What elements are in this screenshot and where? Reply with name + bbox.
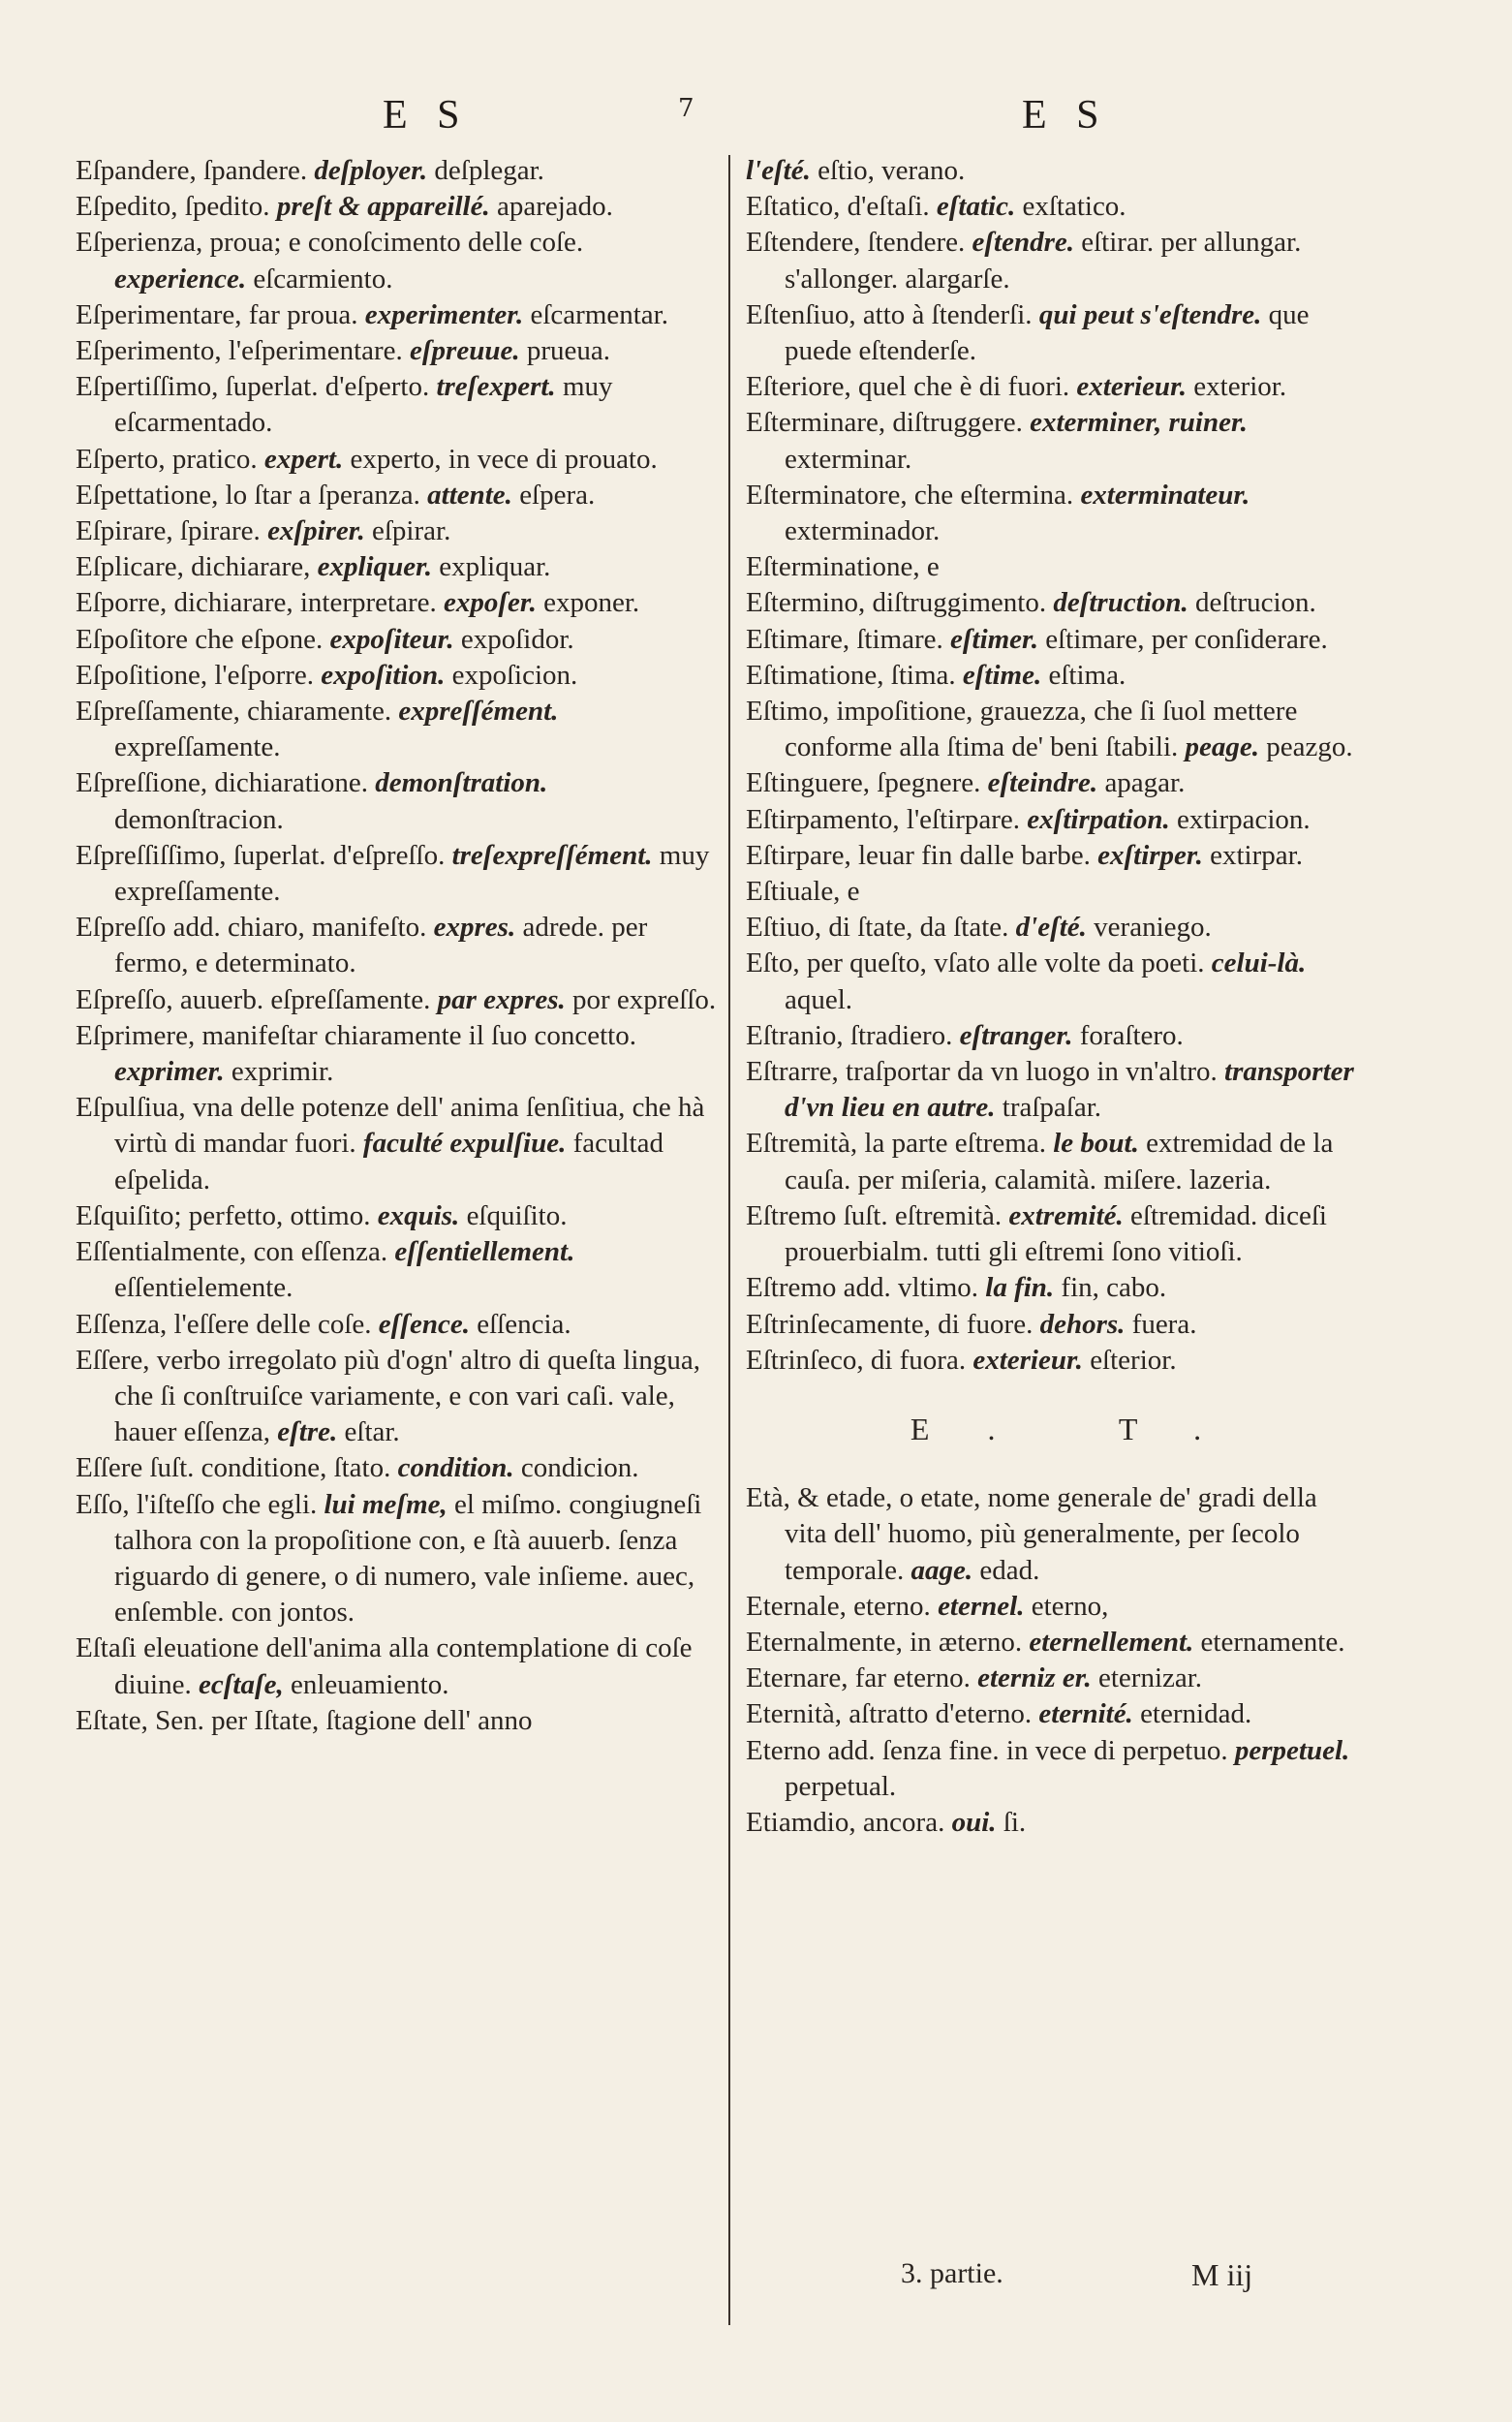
spanish-text: expoſicion. bbox=[451, 659, 578, 691]
spanish-text: expreſſamente. bbox=[114, 731, 281, 763]
italian-text: Eſterminatione, e bbox=[746, 551, 940, 583]
french-text: lui meſme, bbox=[324, 1488, 447, 1520]
french-text: eſtime. bbox=[962, 659, 1042, 691]
dictionary-entry bbox=[76, 622, 720, 658]
spanish-text: aquel. bbox=[785, 983, 853, 1015]
french-text: dehors. bbox=[1039, 1308, 1126, 1340]
dictionary-entry bbox=[746, 478, 1366, 549]
spanish-text: eſtio, verano. bbox=[818, 155, 966, 186]
italian-text: Eſpreſſo add. chiaro, manifeſto. bbox=[76, 912, 427, 944]
spanish-text: extirpar. bbox=[1210, 839, 1303, 871]
french-text: treſexpreſſément. bbox=[451, 839, 653, 871]
french-text: exterminateur. bbox=[1080, 479, 1250, 511]
dictionary-entry bbox=[76, 442, 720, 478]
right-column-et bbox=[746, 1480, 1366, 1841]
spanish-text: eternidad. bbox=[1140, 1698, 1252, 1730]
italian-text: Eſpreſſamente, chiaramente. bbox=[76, 696, 392, 728]
italian-text: Eſtirpamento, l'eſtirpare. bbox=[746, 803, 1021, 835]
spanish-text: experto, in vece di prouato. bbox=[350, 443, 658, 475]
french-text: eſtranger. bbox=[959, 1019, 1073, 1051]
french-text: exſtirpation. bbox=[1027, 803, 1170, 835]
french-text: eternellement. bbox=[1029, 1626, 1194, 1658]
french-text: transporter d'vn lieu en autre. bbox=[785, 1056, 1354, 1124]
dictionary-entry bbox=[746, 1054, 1366, 1126]
italian-text: Eſtermino, diſtruggimento. bbox=[746, 587, 1047, 619]
french-text: expres. bbox=[433, 912, 516, 944]
dictionary-entry bbox=[76, 225, 720, 296]
italian-text: Eſtiuale, e bbox=[746, 876, 860, 908]
dictionary-entry bbox=[76, 1703, 720, 1739]
dictionary-entry bbox=[746, 946, 1366, 1017]
italian-text: Eſpertiſſimo, ſuperlat. d'eſperto. bbox=[76, 371, 430, 403]
french-text: le bout. bbox=[1053, 1128, 1139, 1160]
italian-text: Eſterminatore, che eſtermina. bbox=[746, 479, 1074, 511]
italian-text: Eſtinguere, ſpegnere. bbox=[746, 767, 981, 799]
italian-text: Eſtaſi eleuatione dell'anima alla contemplatione di coſe diuine. bbox=[76, 1632, 693, 1700]
french-text: eſſence. bbox=[378, 1308, 470, 1340]
spanish-text: eſquiſito. bbox=[466, 1199, 568, 1231]
italian-text: Eſtremo add. vltimo. bbox=[746, 1272, 979, 1304]
dictionary-entry bbox=[746, 765, 1366, 801]
spanish-text: peazgo. bbox=[1266, 731, 1353, 763]
italian-text: Eſtimo, impoſitione, grauezza, che ſi ſuol mettere conforme alla ſtima de' beni ſtabili. bbox=[746, 696, 1298, 763]
italian-text: Eſpoſitore che eſpone. bbox=[76, 623, 324, 655]
dictionary-entry bbox=[746, 1661, 1366, 1696]
italian-text: Eſpedito, ſpedito. bbox=[76, 191, 270, 223]
french-text: treſexpert. bbox=[436, 371, 556, 403]
french-text: demonſtration. bbox=[375, 767, 548, 799]
spanish-text: traſpaſar. bbox=[1002, 1092, 1102, 1124]
dictionary-entry bbox=[76, 1090, 720, 1198]
dictionary-entry bbox=[746, 405, 1366, 477]
spanish-text: que puede eſtenderſe. bbox=[785, 298, 1310, 367]
dictionary-entry bbox=[746, 1589, 1366, 1625]
italian-text: Eſſere ſuſt. conditione, ſtato. bbox=[76, 1452, 391, 1484]
spanish-text: exterior. bbox=[1193, 371, 1287, 403]
dictionary-entry bbox=[746, 838, 1366, 874]
italian-text: Eſtate, Sen. per Iſtate, ſtagione dell' anno bbox=[76, 1704, 533, 1736]
dictionary-entry bbox=[746, 1198, 1366, 1270]
quire-mark: M iij bbox=[1191, 2257, 1253, 2292]
page-footer bbox=[0, 2257, 1512, 2306]
french-text: par expres. bbox=[437, 983, 566, 1015]
italian-text: Eſtimatione, ſtima. bbox=[746, 659, 956, 691]
spanish-text: adrede. per fermo, e determinato. bbox=[114, 912, 648, 979]
spanish-text: exterminar. bbox=[785, 443, 912, 475]
spanish-text: ſi. bbox=[1003, 1806, 1027, 1838]
signature-mark: 3. partie. bbox=[901, 2257, 1003, 2289]
french-text: faculté expulſiue. bbox=[362, 1128, 567, 1160]
italian-text: Eſſere, verbo irregolato più d'ogn' altro di queſta lingua, che ſi conſtruiſce variamente, e con vari caſi. vale, hauer eſſenza, bbox=[76, 1344, 701, 1448]
dictionary-entry bbox=[746, 1343, 1366, 1379]
spanish-text: perpetual. bbox=[785, 1770, 897, 1802]
dictionary-entry bbox=[76, 478, 720, 513]
spanish-text: condicion. bbox=[520, 1452, 639, 1484]
spanish-text: apagar. bbox=[1104, 767, 1186, 799]
spanish-text: eſcarmiento. bbox=[253, 263, 393, 295]
italian-text: Eſtiuo, di ſtate, da ſtate. bbox=[746, 912, 1009, 944]
spanish-text: foraſtero. bbox=[1079, 1019, 1184, 1051]
italian-text: Etiamdio, ancora. bbox=[746, 1806, 945, 1838]
spanish-text: expoſidor. bbox=[460, 623, 574, 655]
dictionary-entry bbox=[76, 838, 720, 910]
spanish-text: eſpirar. bbox=[372, 515, 451, 547]
french-text: celui-là. bbox=[1211, 947, 1307, 979]
italian-text: Eſpreſſione, dichiaratione. bbox=[76, 767, 368, 799]
running-header bbox=[0, 92, 1512, 150]
french-text: exprimer. bbox=[114, 1056, 225, 1088]
dictionary-entry bbox=[76, 549, 720, 585]
dictionary-entry bbox=[746, 1018, 1366, 1054]
right-column-es bbox=[746, 153, 1366, 1379]
spanish-text: eſſentielemente. bbox=[114, 1272, 293, 1304]
dictionary-entry bbox=[746, 1625, 1366, 1661]
dictionary-entry bbox=[746, 622, 1366, 658]
italian-text: Eſperto, pratico. bbox=[76, 443, 258, 475]
french-text: exterieur. bbox=[972, 1344, 1083, 1376]
french-text: deſployer. bbox=[314, 155, 428, 186]
french-text: oui. bbox=[951, 1806, 997, 1838]
dictionary-entry bbox=[746, 189, 1366, 225]
french-text: exquis. bbox=[377, 1199, 460, 1231]
french-text: exterieur. bbox=[1076, 371, 1188, 403]
dictionary-entry bbox=[76, 1307, 720, 1343]
left-column bbox=[76, 153, 720, 1739]
french-text: eſtatic. bbox=[936, 191, 1016, 223]
spanish-text: eſterior. bbox=[1090, 1344, 1177, 1376]
spanish-text: expliquar. bbox=[439, 551, 551, 583]
french-text: expert. bbox=[263, 443, 344, 475]
italian-text: Eſſo, l'iſteſſo che egli. bbox=[76, 1488, 318, 1520]
french-text: eſpreuue. bbox=[410, 335, 520, 367]
italian-text: Eſto, per queſto, vſato alle volte da poeti. bbox=[746, 947, 1205, 979]
spanish-text: deſplegar. bbox=[434, 155, 544, 186]
dictionary-entry bbox=[76, 982, 720, 1018]
dictionary-entry bbox=[76, 153, 720, 189]
french-text: eſſentiellement. bbox=[394, 1236, 575, 1268]
dictionary-entry bbox=[76, 1343, 720, 1451]
french-text: eſtendre. bbox=[972, 227, 1074, 259]
french-text: expreſſément. bbox=[398, 696, 559, 728]
italian-text: Eſpreſſo, auuerb. eſpreſſamente. bbox=[76, 983, 431, 1015]
italian-text: Eſtrinſeco, di fuora. bbox=[746, 1344, 967, 1376]
italian-text: Eſtranio, ſtradiero. bbox=[746, 1019, 953, 1051]
dictionary-entry bbox=[76, 513, 720, 549]
dictionary-entry bbox=[76, 1487, 720, 1631]
french-text: qui peut s'eſtendre. bbox=[1038, 298, 1262, 330]
spanish-text: eſtimare, per conſiderare. bbox=[1045, 623, 1328, 655]
spanish-text: eſtima. bbox=[1048, 659, 1126, 691]
dictionary-entry bbox=[76, 1630, 720, 1702]
italian-text: Eternare, far eterno. bbox=[746, 1662, 971, 1694]
spanish-text: demonſtracion. bbox=[114, 803, 284, 835]
spanish-text: el miſmo. congiugneſi talhora con la propoſitione con, e ſtà auuerb. ſenza riguardo di genere, o di numero, vale inſieme. auec, enſemble. con jontos. bbox=[114, 1488, 702, 1629]
dictionary-entry bbox=[746, 658, 1366, 694]
dictionary-entry bbox=[76, 585, 720, 621]
italian-text: Eſtremo ſuſt. eſtremità. bbox=[746, 1199, 1003, 1231]
dictionary-entry bbox=[76, 765, 720, 837]
french-text: expoſer. bbox=[444, 587, 537, 619]
dictionary-entry bbox=[746, 1270, 1366, 1306]
french-text: d'eſté. bbox=[1015, 912, 1087, 944]
dictionary-entry bbox=[746, 1126, 1366, 1197]
dictionary-entry bbox=[76, 189, 720, 225]
dictionary-entry bbox=[746, 153, 1366, 189]
italian-text: Eternità, aſtratto d'eterno. bbox=[746, 1698, 1033, 1730]
spanish-text: eſcarmentar. bbox=[530, 298, 668, 330]
section-heading: E. T. bbox=[910, 1411, 1260, 1446]
dictionary-entry bbox=[76, 1198, 720, 1234]
dictionary-entry bbox=[76, 658, 720, 694]
dictionary-entry bbox=[746, 874, 1366, 910]
spanish-text: eſtremidad. diceſi prouerbialm. tutti gli eſtremi ſono vitioſi. bbox=[785, 1199, 1327, 1268]
italian-text: Eſpulſiua, vna delle potenze dell' anima ſenſitiua, che hà virtù di mandar fuori. bbox=[76, 1092, 705, 1160]
italian-text: Eterno add. ſenza fine. in vece di perpetuo. bbox=[746, 1734, 1228, 1766]
dictionary-entry bbox=[746, 549, 1366, 585]
french-text: eſtimer. bbox=[949, 623, 1038, 655]
french-text: la fin. bbox=[985, 1272, 1055, 1304]
italian-text: Eſſentialmente, con eſſenza. bbox=[76, 1236, 388, 1268]
french-text: extremité. bbox=[1008, 1199, 1124, 1231]
dictionary-entry bbox=[76, 297, 720, 333]
spanish-text: eterno, bbox=[1031, 1590, 1109, 1622]
spanish-text: eternizar. bbox=[1097, 1662, 1203, 1694]
italian-text: Eſprimere, manifeſtar chiaramente il ſuo concetto. bbox=[76, 1019, 636, 1051]
dictionary-entry bbox=[746, 297, 1366, 369]
column-divider bbox=[728, 155, 730, 2325]
italian-text: Eſtirpare, leuar fin dalle barbe. bbox=[746, 839, 1091, 871]
french-text: eterniz er. bbox=[977, 1662, 1092, 1694]
french-text: ecſtaſe, bbox=[199, 1668, 284, 1700]
spanish-text: exterminador. bbox=[785, 515, 941, 547]
spanish-text: deſtrucion. bbox=[1194, 587, 1316, 619]
spanish-text: exprimir. bbox=[231, 1056, 334, 1088]
dictionary-entry bbox=[76, 1018, 720, 1090]
spanish-text: eſtirar. per allungar. s'allonger. alargarſe. bbox=[785, 227, 1302, 295]
spanish-text: aparejado. bbox=[496, 191, 613, 223]
dictionary-entry bbox=[746, 910, 1366, 946]
italian-text: Eſquiſito; perfetto, ottimo. bbox=[76, 1199, 371, 1231]
italian-text: Eſtimare, ſtimare. bbox=[746, 623, 943, 655]
dictionary-entry bbox=[76, 369, 720, 441]
spanish-text: facultad eſpelida. bbox=[114, 1128, 663, 1195]
dictionary-entry bbox=[746, 585, 1366, 621]
french-text: experimenter. bbox=[364, 298, 524, 330]
french-text: l'eſté. bbox=[746, 155, 811, 186]
spanish-text: eſſencia. bbox=[477, 1308, 571, 1340]
spanish-text: eſtar. bbox=[344, 1416, 400, 1448]
spanish-text: enleuamiento. bbox=[291, 1668, 449, 1700]
dictionary-entry bbox=[746, 1805, 1366, 1841]
right-column bbox=[746, 153, 1366, 1841]
italian-text: Eſtrarre, traſportar da vn luogo in vn'altro. bbox=[746, 1056, 1218, 1088]
spanish-text: edad. bbox=[979, 1554, 1040, 1586]
french-text: preſt & appareillé. bbox=[276, 191, 490, 223]
dictionary-entry bbox=[746, 369, 1366, 405]
dictionary-entry bbox=[76, 1450, 720, 1486]
italian-text: Eſperienza, proua; e conoſcimento delle coſe. bbox=[76, 227, 584, 259]
french-text: condition. bbox=[397, 1452, 514, 1484]
italian-text: Eſteriore, quel che è di fuori. bbox=[746, 371, 1070, 403]
dictionary-entry bbox=[76, 694, 720, 765]
spanish-text: exſtatico. bbox=[1022, 191, 1126, 223]
french-text: eſteindre. bbox=[987, 767, 1098, 799]
italian-text: Eſtendere, ſtendere. bbox=[746, 227, 966, 259]
italian-text: Eternale, eterno. bbox=[746, 1590, 931, 1622]
french-text: perpetuel. bbox=[1234, 1734, 1350, 1766]
spanish-text: veraniego. bbox=[1094, 912, 1212, 944]
spanish-text: muy eſcarmentado. bbox=[114, 371, 613, 439]
italian-text: Eſpoſitione, l'eſporre. bbox=[76, 659, 315, 691]
french-text: eternel. bbox=[938, 1590, 1025, 1622]
italian-text: Eſterminare, diſtruggere. bbox=[746, 407, 1023, 439]
spanish-text: muy expreſſamente. bbox=[114, 839, 710, 908]
spanish-text: por expreſſo. bbox=[571, 983, 717, 1015]
italian-text: Eſperimento, l'eſperimentare. bbox=[76, 335, 403, 367]
header-left: E S bbox=[383, 93, 470, 138]
dictionary-entry bbox=[746, 1696, 1366, 1732]
folio-number: 7 bbox=[678, 94, 694, 123]
spanish-text: eſpera. bbox=[519, 479, 596, 511]
italian-text: Eſſenza, l'eſſere delle coſe. bbox=[76, 1308, 372, 1340]
french-text: exſtirper. bbox=[1097, 839, 1203, 871]
dictionary-entry bbox=[746, 694, 1366, 765]
italian-text: Eſpirare, ſpirare. bbox=[76, 515, 261, 547]
italian-text: Eſpreſſiſſimo, ſuperlat. d'eſpreſſo. bbox=[76, 839, 446, 871]
dictionary-entry bbox=[76, 333, 720, 369]
french-text: eſtre. bbox=[277, 1416, 338, 1448]
french-text: expliquer. bbox=[317, 551, 432, 583]
spanish-text: prueua. bbox=[526, 335, 611, 367]
italian-text: Eſpandere, ſpandere. bbox=[76, 155, 308, 186]
french-text: exterminer, ruiner. bbox=[1030, 407, 1248, 439]
spanish-text: extirpacion. bbox=[1176, 803, 1311, 835]
header-right: E S bbox=[1022, 93, 1109, 138]
italian-text: Eſporre, dichiarare, interpretare. bbox=[76, 587, 437, 619]
dictionary-entry bbox=[746, 1307, 1366, 1343]
french-text: eternité. bbox=[1038, 1698, 1133, 1730]
french-text: exſpirer. bbox=[267, 515, 365, 547]
french-text: peage. bbox=[1185, 731, 1260, 763]
dictionary-entry bbox=[746, 1480, 1366, 1589]
spanish-text: fuera. bbox=[1131, 1308, 1197, 1340]
dictionary-entry bbox=[746, 1733, 1366, 1805]
italian-text: Eſtatico, d'eſtaſi. bbox=[746, 191, 930, 223]
dictionary-entry bbox=[76, 910, 720, 981]
french-text: expoſition. bbox=[321, 659, 446, 691]
italian-text: Eſpettatione, lo ſtar a ſperanza. bbox=[76, 479, 420, 511]
french-text: experience. bbox=[114, 263, 247, 295]
french-text: deſtruction. bbox=[1053, 587, 1188, 619]
spanish-text: eternamente. bbox=[1200, 1626, 1345, 1658]
dictionary-entry bbox=[746, 802, 1366, 838]
italian-text: Eſplicare, dichiarare, bbox=[76, 551, 311, 583]
italian-text: Eſtrinſecamente, di fuore. bbox=[746, 1308, 1034, 1340]
dictionary-entry bbox=[76, 1234, 720, 1306]
french-text: expoſiteur. bbox=[329, 623, 454, 655]
spanish-text: extremidad de la cauſa. per miſeria, calamità. miſere. lazeria. bbox=[785, 1128, 1334, 1195]
spanish-text: exponer. bbox=[543, 587, 640, 619]
french-text: aage. bbox=[910, 1554, 973, 1586]
italian-text: Eſtenſiuo, atto à ſtenderſi. bbox=[746, 298, 1033, 330]
italian-text: Età, & etade, o etate, nome generale de' gradi della vita dell' huomo, più generalmente, per ſecolo temporale. bbox=[746, 1482, 1317, 1586]
dictionary-entry bbox=[746, 225, 1366, 296]
french-text: attente. bbox=[427, 479, 512, 511]
italian-text: Eſperimentare, far proua. bbox=[76, 298, 358, 330]
italian-text: Eternalmente, in æterno. bbox=[746, 1626, 1023, 1658]
spanish-text: fin, cabo. bbox=[1061, 1272, 1167, 1304]
italian-text: Eſtremità, la parte eſtrema. bbox=[746, 1128, 1046, 1160]
